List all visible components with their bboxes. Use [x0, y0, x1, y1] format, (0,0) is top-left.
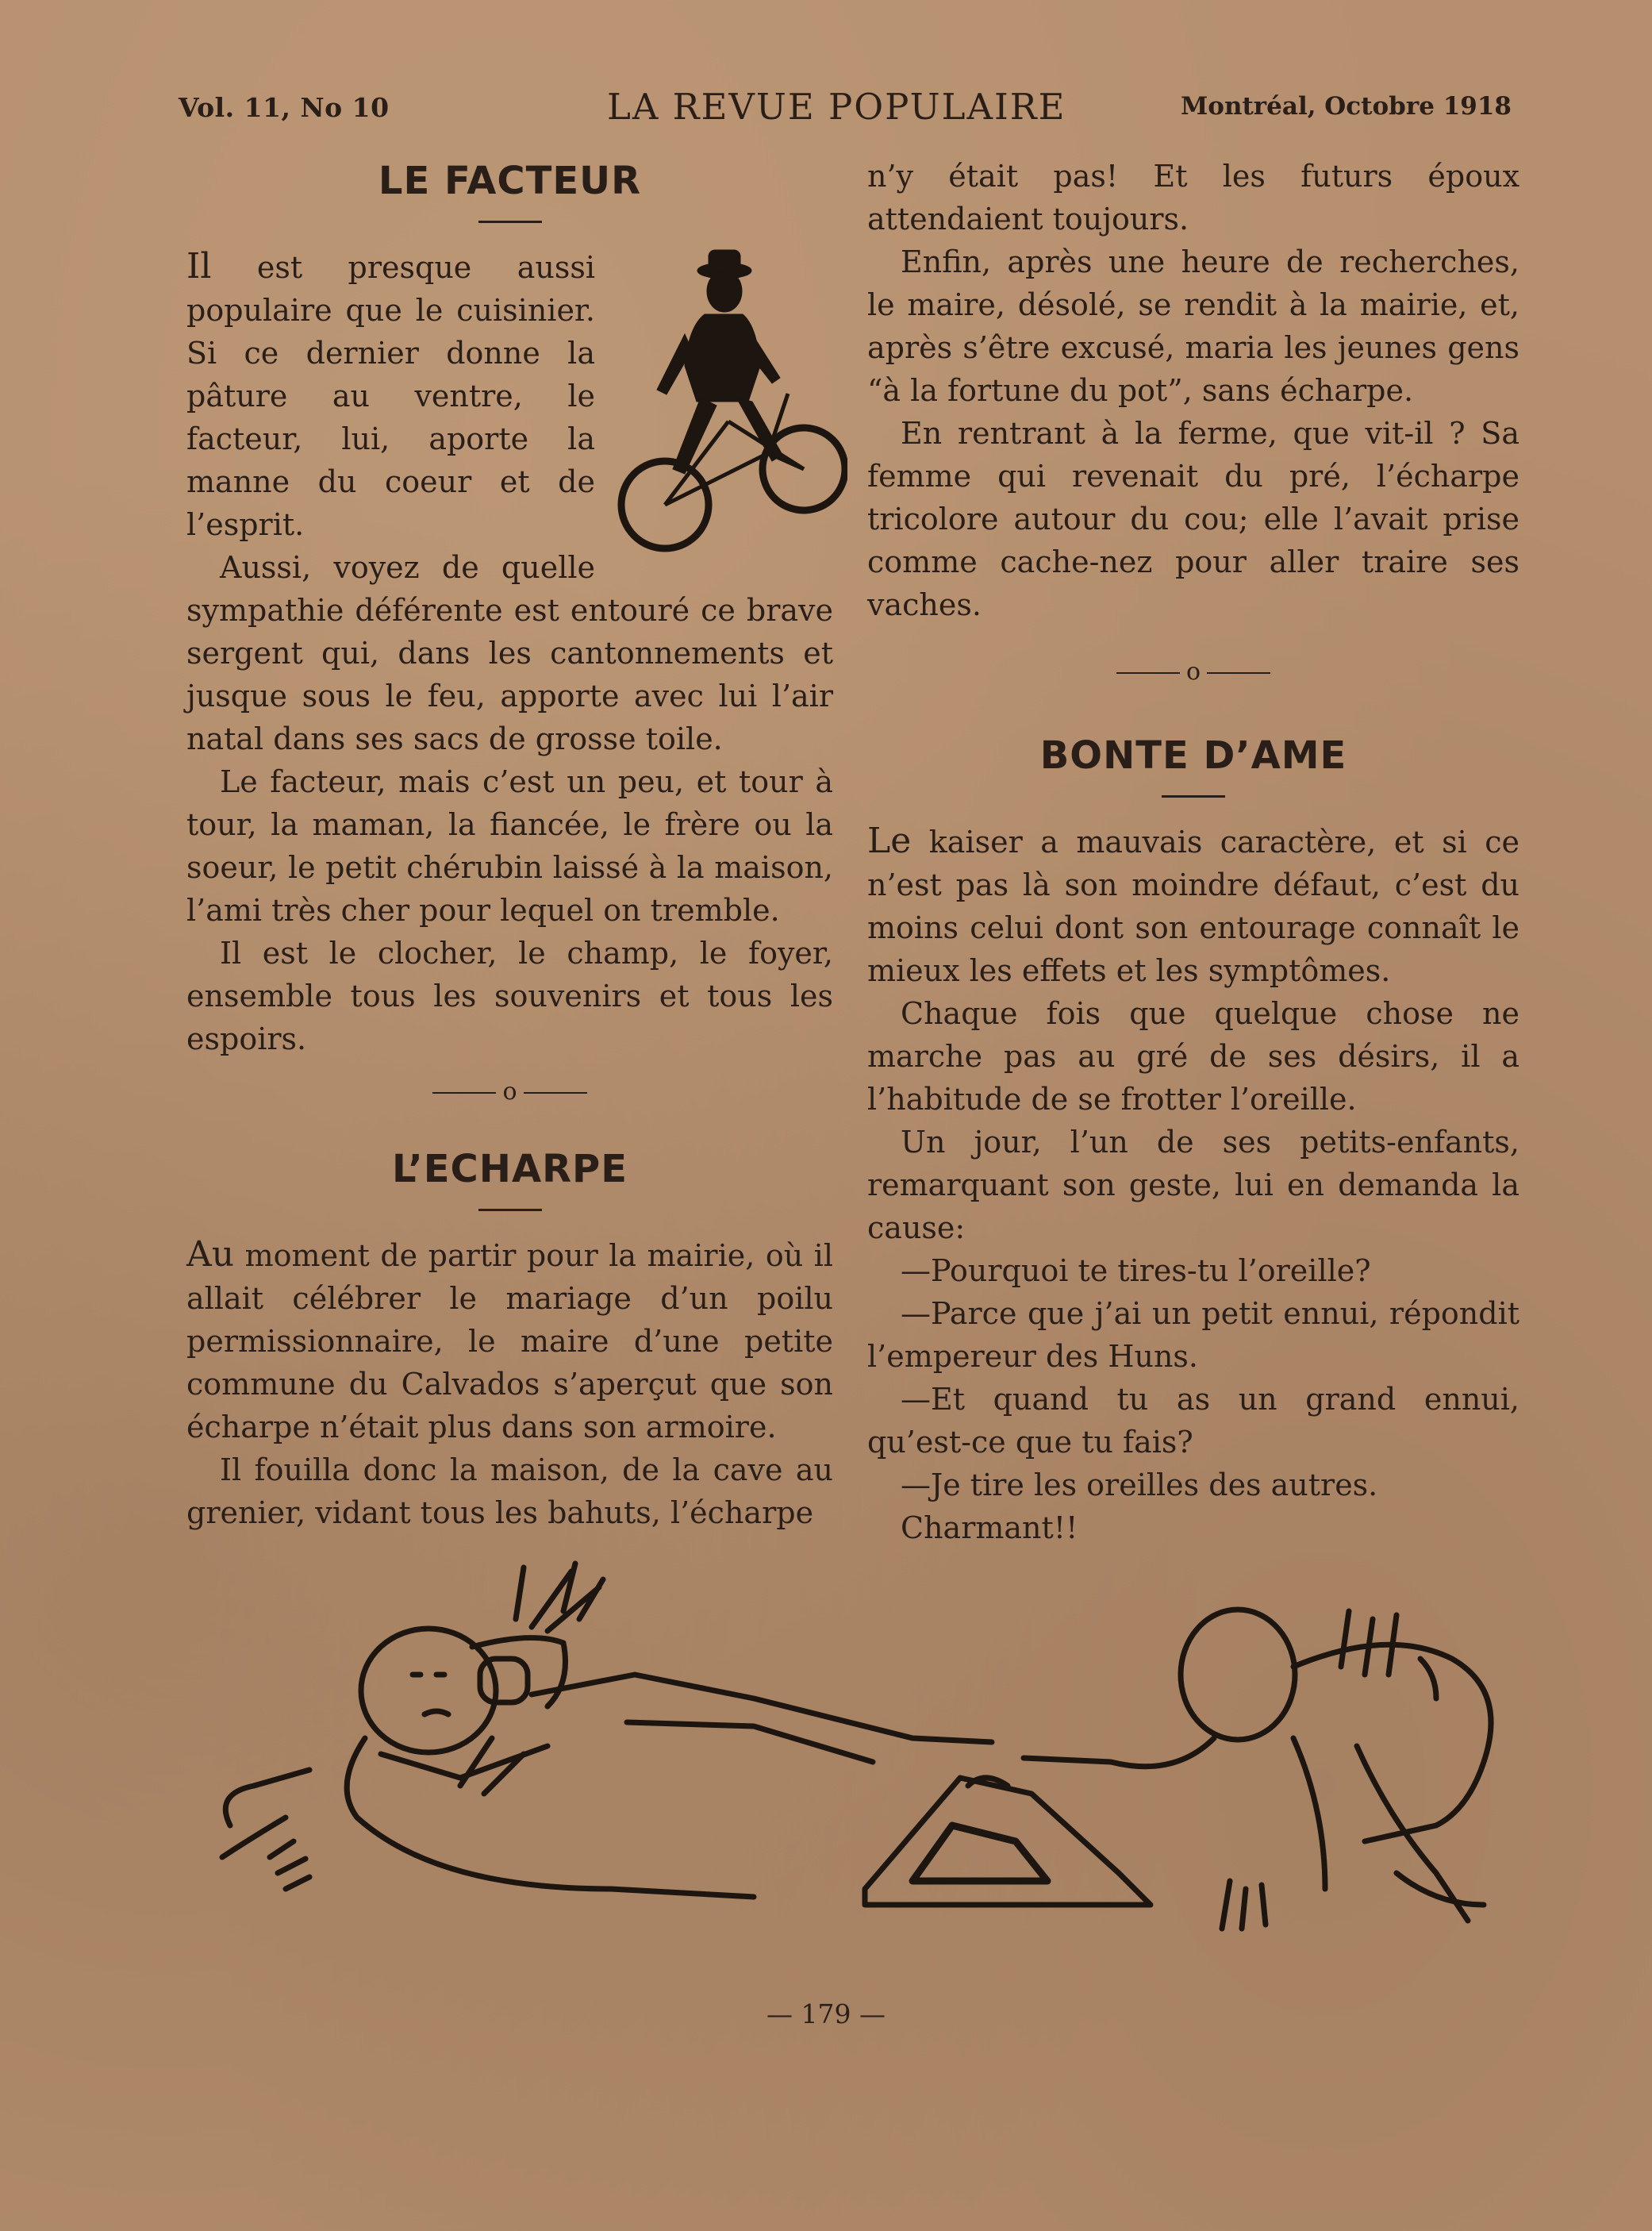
paragraph: [867, 820, 1519, 992]
drop-cap: Le: [867, 821, 912, 861]
paragraph: Il est le clocher, le champ, le foyer, ensemble tous les souvenirs et tous les espoirs.: [186, 936, 833, 1056]
section-divider: [867, 658, 1519, 686]
issue-date: Montréal, Octobre 1918: [1180, 92, 1512, 121]
divider-mark: o: [502, 1078, 517, 1106]
cartoon-illustration: [198, 1556, 1547, 1952]
divider-mark: o: [1185, 658, 1201, 686]
paragraph-text: est presque aussi populaire que le cuisinier. Si ce dernier donne la pâture au ventre, le facteur, lui, aporte la manne du coeur et de l’esprit.: [186, 250, 595, 542]
paragraph-text: kaiser a mauvais caractère, et si ce n’est pas là son moindre défaut, c’est du moins celui dont son entourage connaît le mieux les effets et les symptômes.: [867, 825, 1519, 988]
publication-title: LA REVUE POPULAIRE: [607, 86, 1066, 128]
article-title-facteur: LE FACTEUR: [378, 159, 642, 203]
paragraph: n’y était pas! Et les futurs époux attendaient toujours.: [867, 159, 1519, 237]
volume-number: Vol. 11, No 10: [179, 92, 390, 123]
dialogue-line: —Je tire les oreilles des autres.: [901, 1467, 1378, 1502]
paragraph: En rentrant à la ferme, que vit-il ? Sa femme qui revenait du pré, l’écharpe tricolore autour du cou; elle l’avait prise comme cache-nez pour aller traire ses vaches.: [867, 416, 1519, 622]
article-title-bonte: BONTE D’AME: [1039, 733, 1347, 778]
title-rule: [478, 221, 542, 223]
cyclist-illustration: [609, 239, 847, 556]
paragraph: Chaque fois que quelque chose ne marche pas au gré de ses désirs, il a l’habitude de se frotter l’oreille.: [867, 996, 1519, 1117]
dialogue-line: —Parce que j’ai un petit ennui, répondit l’empereur des Huns.: [867, 1296, 1519, 1374]
page-header: [179, 86, 1512, 133]
title-rule: [478, 1209, 542, 1211]
drop-cap: Il: [186, 246, 212, 287]
paragraph: Un jour, l’un de ses petits-enfants, remarquant son geste, lui en demanda la cause:: [867, 1125, 1519, 1245]
drop-cap: Au: [186, 1234, 235, 1275]
article-title-echarpe: L’ECHARPE: [391, 1147, 628, 1191]
paragraph: [186, 1233, 833, 1448]
paragraph: Le facteur, mais c’est un peu, et tour à tour, la maman, la fiancée, le frère ou la soeur, le petit chérubin laissé à la maison, l’ami très cher pour lequel on tremble.: [186, 764, 833, 928]
page-number: — 179 —: [766, 1998, 886, 2029]
section-divider: [186, 1078, 833, 1106]
closing-line: Charmant!!: [901, 1510, 1078, 1545]
dialogue-line: —Et quand tu as un grand ennui, qu’est-ce que tu fais?: [867, 1382, 1519, 1460]
paragraph-text: moment de partir pour la mairie, où il allait célébrer le mariage d’un poilu permissionnaire, le maire d’une petite commune du Calvados s’aperçut que son écharpe n’était plus dans son armoire.: [186, 1238, 833, 1444]
dialogue-line: —Pourquoi te tires-tu l’oreille?: [901, 1253, 1371, 1288]
paragraph: Enfin, après une heure de recherches, le maire, désolé, se rendit à la mairie, et, après s’être excusé, maria les jeunes gens “à la fortune du pot”, sans écharpe.: [867, 244, 1519, 408]
paragraph: Aussi, voyez de quelle sympathie déférente est entouré ce brave sergent qui, dans les cantonnements et jusque sous le feu, apporte avec lui l’air natal dans ses sacs de grosse toile.: [186, 550, 833, 756]
title-rule: [1162, 795, 1225, 798]
paragraph: Il fouilla donc la maison, de la cave au grenier, vidant tous les bahuts, l’écharpe: [186, 1452, 833, 1530]
left-column: [186, 159, 833, 1534]
right-column: [867, 155, 1519, 1549]
